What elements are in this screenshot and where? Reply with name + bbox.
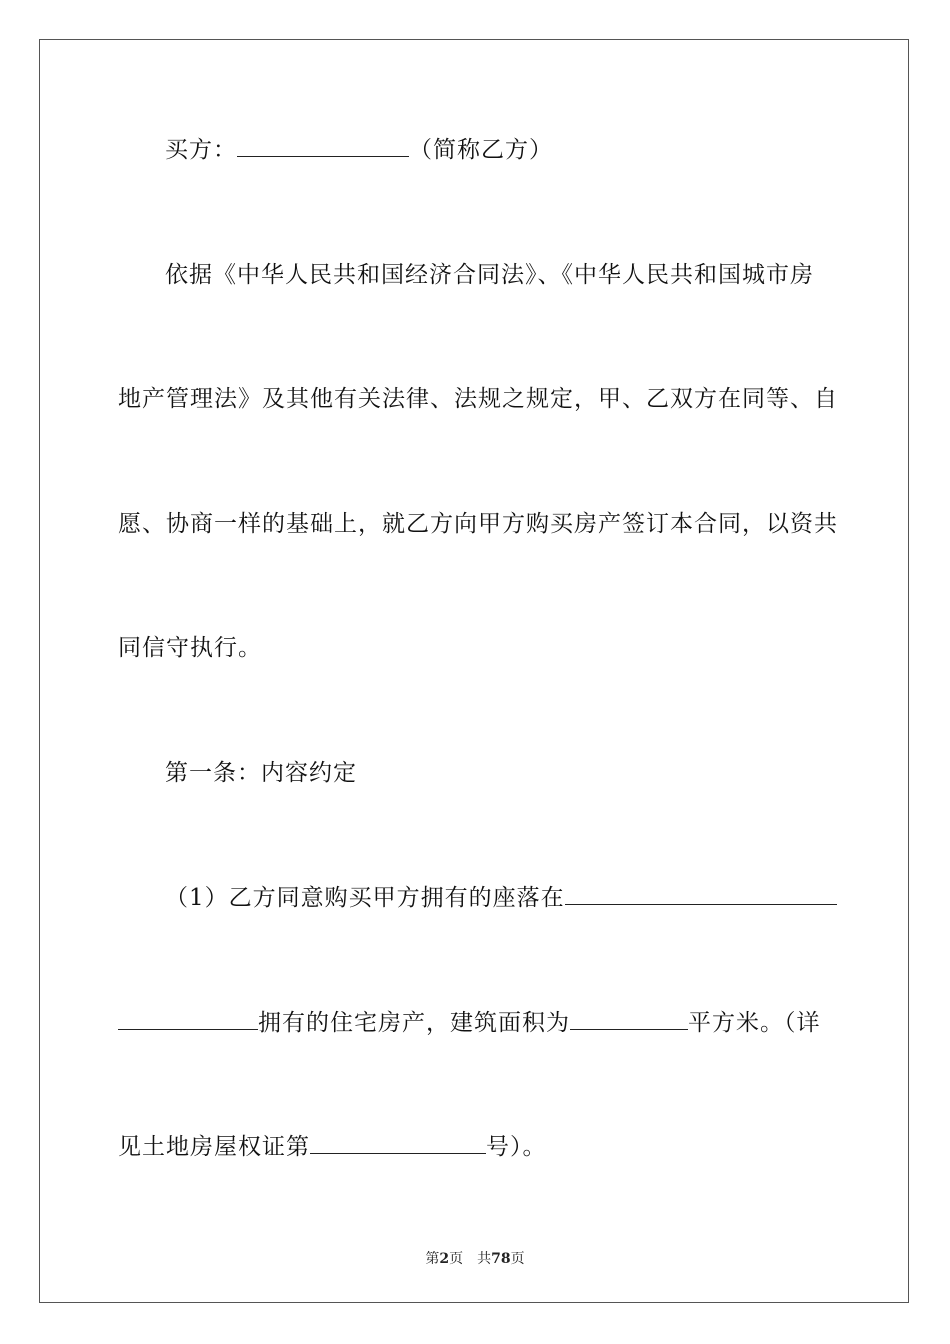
buyer-line [165, 135, 553, 165]
buyer-label: 买方： [165, 137, 237, 163]
footer-prefix: 第 [425, 1251, 440, 1267]
certificate-number-blank[interactable] [310, 1133, 486, 1154]
clause-line [165, 883, 837, 913]
current-page: 2 [439, 1251, 450, 1267]
paragraph-line: 依据《中华人民共和国经济合同法》、《中华人民共和国城市房 [165, 262, 814, 288]
page-footer [0, 1248, 950, 1268]
clause-text: 见土地房屋权证第 [118, 1134, 310, 1160]
article-heading: 第一条：内容约定 [165, 760, 357, 786]
clause-text: 拥有的住宅房产，建筑面积为 [258, 1010, 570, 1036]
buyer-alias: （简称乙方） [409, 137, 553, 163]
paragraph-line: 地产管理法》及其他有关法律、法规之规定，甲、乙双方在同等、自 [118, 386, 838, 412]
page-border [39, 39, 909, 1303]
buyer-name-blank[interactable] [237, 136, 409, 157]
footer-suffix: 页 [510, 1251, 525, 1267]
footer-mid: 页 共 [449, 1251, 492, 1267]
clause-text: 平方米。（详 [688, 1010, 821, 1036]
location-blank[interactable] [565, 884, 837, 905]
clause-line [118, 1132, 547, 1162]
clause-line [118, 1008, 821, 1038]
clause-text: （1）乙方同意购买甲方拥有的座落在 [165, 885, 565, 911]
clause-text: 号）。 [486, 1134, 547, 1160]
paragraph-line: 愿、协商一样的基础上，就乙方向甲方购买房产签订本合同，以资共 [118, 511, 838, 537]
paragraph-line: 同信守执行。 [118, 635, 262, 661]
total-pages: 78 [491, 1251, 511, 1267]
area-blank[interactable] [570, 1009, 688, 1030]
location-blank-continued[interactable] [118, 1009, 258, 1030]
